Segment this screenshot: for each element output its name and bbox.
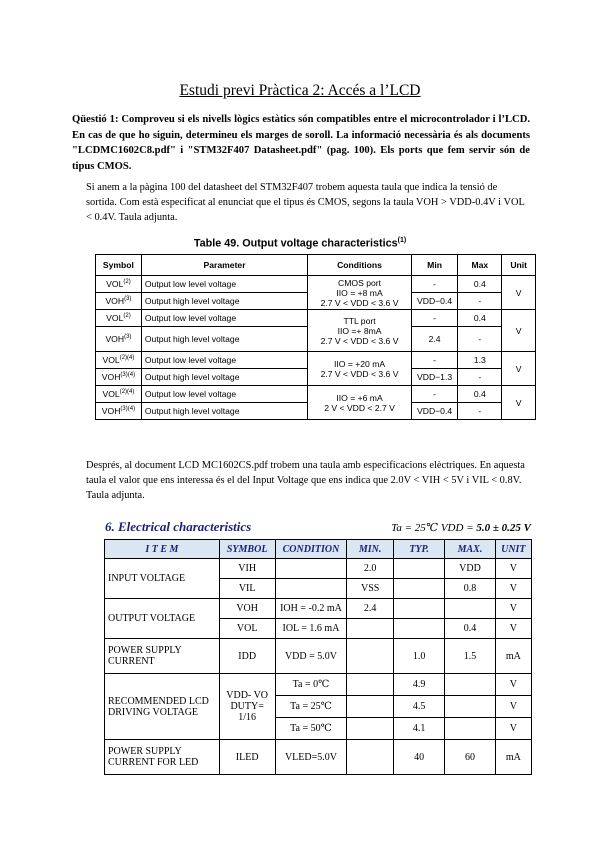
max-cell [445, 674, 495, 696]
typ-cell: 40 [393, 740, 444, 775]
table-row [105, 740, 532, 775]
max-cell: 0.4 [445, 619, 495, 639]
condition-cell: VDD = 5.0V [275, 639, 347, 674]
symbol-cell: ILED [219, 740, 275, 775]
item-cell: POWER SUPPLY CURRENT [105, 639, 220, 674]
table-output-voltage [95, 254, 536, 420]
table-row [105, 599, 532, 619]
conditions-cell: IIO = +6 mA 2 V < VDD < 2.7 V [308, 386, 412, 420]
max-cell: VDD [445, 559, 495, 579]
min-cell: - [411, 386, 457, 403]
header-max: Max [458, 255, 502, 276]
unit-cell: V [502, 310, 536, 352]
typ-cell [393, 599, 444, 619]
unit-cell: V [495, 559, 531, 579]
unit-cell: V [495, 599, 531, 619]
symbol-cell: VIH [219, 559, 275, 579]
min-cell: 2.0 [347, 559, 394, 579]
parameter-cell: Output low level voltage [141, 310, 307, 327]
test-condition: Ta = 25℃ VDD = 5.0 ± 0.25 V [391, 522, 531, 534]
table-row [105, 674, 532, 696]
unit-cell: V [495, 619, 531, 639]
unit-cell: V [495, 674, 531, 696]
unit-cell: V [495, 718, 531, 740]
unit-cell: V [495, 579, 531, 599]
min-cell [347, 674, 394, 696]
min-cell: 2.4 [347, 599, 394, 619]
max-cell: 1.5 [445, 639, 495, 674]
max-cell [445, 696, 495, 718]
symbol-cell: VOL$^{(2)}$ [96, 310, 142, 327]
max-cell [445, 599, 495, 619]
table49-caption [0, 237, 600, 250]
condition-cell: Ta = 50℃ [275, 718, 347, 740]
condition-cell [275, 579, 347, 599]
condition-cell: Ta = 0℃ [275, 674, 347, 696]
typ-cell [393, 559, 444, 579]
typ-cell: 4.1 [393, 718, 444, 740]
condition-cell: Ta = 25℃ [275, 696, 347, 718]
unit-cell: V [502, 352, 536, 386]
min-cell: VDD−1.3 [411, 369, 457, 386]
unit-cell: V [502, 276, 536, 310]
question-paragraph: Qüestió 1: Comproveu si els nivells lògics estàtics són compatibles entre el microcontrolador i l’LCD. En cas de que ho siguin, determineu els marges de soroll. La informació necessària és als documents "LCDMC1602C8.pdf" i "STM32F407 Datasheet.pdf" (pag. 100). Els ports que fem servir són de tipus CMOS. [72, 114, 530, 172]
answer-paragraph-2: Després, al document LCD MC1602CS.pdf trobem una taula amb especificacions elèctriques. En aquesta taula el valor que ens interessa és el del Input Voltage que ens indica que 2.0V < VIH < 5V i VIL < 0.8V. Taula adjunta. [86, 460, 525, 502]
condition-cell [275, 559, 347, 579]
max-cell: 1.3 [458, 352, 502, 369]
min-cell: VDD−0.4 [411, 403, 457, 420]
table-row [96, 386, 536, 403]
max-cell: 0.4 [458, 276, 502, 293]
symbol-cell: VOH$^{(3)}$ [96, 327, 142, 352]
max-cell: 0.4 [458, 310, 502, 327]
header-parameter: Parameter [141, 255, 307, 276]
header-symbol: SYMBOL [219, 540, 275, 559]
min-cell [347, 619, 394, 639]
table-electrical-characteristics [104, 539, 532, 775]
min-cell: 2.4 [411, 327, 457, 352]
max-cell: - [458, 369, 502, 386]
max-cell [445, 718, 495, 740]
header-typ: TYP. [393, 540, 444, 559]
item-cell: OUTPUT VOLTAGE [105, 599, 220, 639]
parameter-cell: Output low level voltage [141, 276, 307, 293]
table49-caption-note: (1) [397, 237, 407, 244]
symbol-cell: $VOH^{(3)(4)}$ [96, 403, 142, 420]
header-min: MIN. [347, 540, 394, 559]
typ-cell [393, 619, 444, 639]
header-unit: UNIT [495, 540, 531, 559]
parameter-cell: Output low level voltage [141, 352, 307, 369]
min-cell: - [411, 276, 457, 293]
symbol-cell: IDD [219, 639, 275, 674]
symbol-cell: VOH [219, 599, 275, 619]
min-cell [347, 718, 394, 740]
max-cell: - [458, 403, 502, 420]
item-cell: INPUT VOLTAGE [105, 559, 220, 599]
typ-cell: 4.5 [393, 696, 444, 718]
parameter-cell: Output high level voltage [141, 293, 307, 310]
max-cell: 0.4 [458, 386, 502, 403]
header-condition: CONDITION [275, 540, 347, 559]
header-item: I T E M [105, 540, 220, 559]
max-cell: - [458, 293, 502, 310]
condition-cell: VLED=5.0V [275, 740, 347, 775]
table-header-row [96, 255, 536, 276]
min-cell: VSS [347, 579, 394, 599]
header-symbol: Symbol [96, 255, 142, 276]
symbol-cell: VOH$^{(3)}$ [96, 293, 142, 310]
item-cell: POWER SUPPLY CURRENT FOR LED [105, 740, 220, 775]
table-row [105, 639, 532, 674]
header-conditions: Conditions [308, 255, 412, 276]
min-cell: - [411, 352, 457, 369]
symbol-cell: VOL [219, 619, 275, 639]
answer-paragraph-1: Si anem a la pàgina 100 del datasheet del STM32F407 trobem aquesta taula que indica la tensió de sortida. Com està especificat al enunciat que el tipus és CMOS, segons la taula VOH > VDD-0.4V i VOL < 0.4V. Taula adjunta. [86, 182, 525, 224]
unit-cell: mA [495, 740, 531, 775]
parameter-cell: Output high level voltage [141, 369, 307, 386]
unit-cell: V [495, 696, 531, 718]
typ-cell: 4.9 [393, 674, 444, 696]
condition-cell: IOL = 1.6 mA [275, 619, 347, 639]
symbol-cell: VDD- VO DUTY= 1/16 [219, 674, 275, 740]
table-header-row [105, 540, 532, 559]
typ-cell [393, 579, 444, 599]
condition-cell: IOH = -0.2 mA [275, 599, 347, 619]
symbol-cell: $VOH^{(3)(4)}$ [96, 369, 142, 386]
section-title: 6. Electrical characteristics [105, 519, 252, 534]
symbol-cell: $VOL^{(2)(4)}$ [96, 386, 142, 403]
header-min: Min [411, 255, 457, 276]
symbol-cell: $VOL^{(2)(4)}$ [96, 352, 142, 369]
min-cell: - [411, 310, 457, 327]
table49-caption-text: Table 49. Output voltage characteristics [193, 237, 398, 250]
typ-cell: 1.0 [393, 639, 444, 674]
table-row [96, 352, 536, 369]
parameter-cell: Output low level voltage [141, 386, 307, 403]
conditions-cell: CMOS port IIO = +8 mA 2.7 V < VDD < 3.6 V [308, 276, 412, 310]
table-row [105, 559, 532, 579]
max-cell: - [458, 327, 502, 352]
conditions-cell: IIO = +20 mA 2.7 V < VDD < 3.6 V [308, 352, 412, 386]
page-title: Estudi previ Pràctica 2: Accés a l’LCD [179, 82, 421, 99]
header-unit: Unit [502, 255, 536, 276]
min-cell [347, 639, 394, 674]
unit-cell: mA [495, 639, 531, 674]
min-cell [347, 696, 394, 718]
parameter-cell: Output high level voltage [141, 403, 307, 420]
item-cell: RECOMMENDED LCD DRIVING VOLTAGE [105, 674, 220, 740]
symbol-cell: VOL$^{(2)}$ [96, 276, 142, 293]
conditions-cell: TTL port IIO =+ 8mA 2.7 V < VDD < 3.6 V [308, 310, 412, 352]
parameter-cell: Output high level voltage [141, 327, 307, 352]
max-cell: 60 [445, 740, 495, 775]
min-cell [347, 740, 394, 775]
header-max: MAX. [445, 540, 495, 559]
table-row [96, 310, 536, 327]
min-cell: VDD−0.4 [411, 293, 457, 310]
table-row [96, 276, 536, 293]
electrical-characteristics-header [105, 519, 535, 537]
max-cell: 0.8 [445, 579, 495, 599]
unit-cell: V [502, 386, 536, 420]
symbol-cell: VIL [219, 579, 275, 599]
